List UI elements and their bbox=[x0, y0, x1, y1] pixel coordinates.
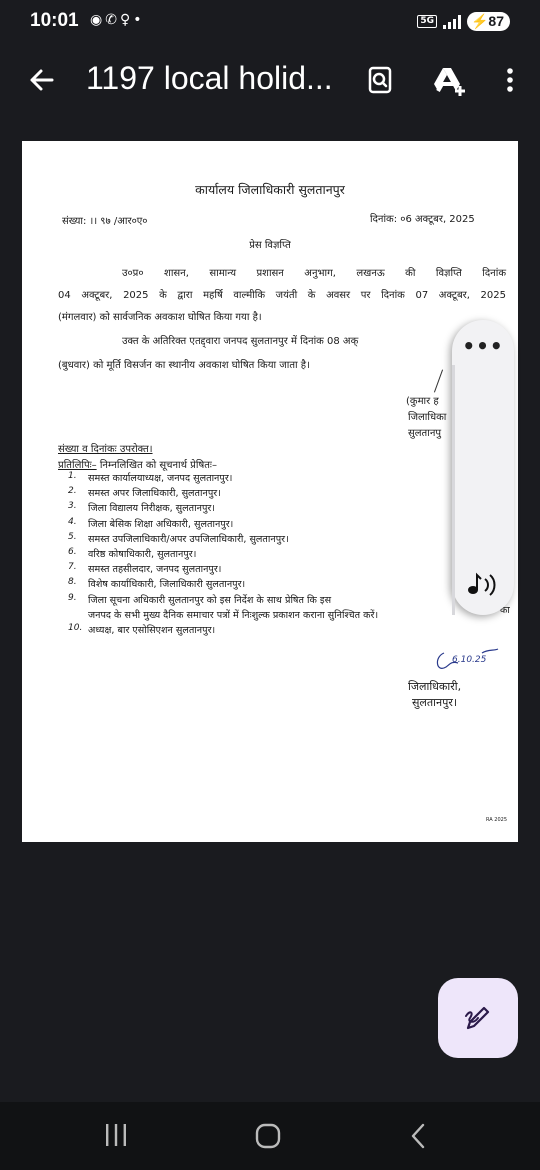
copy-intro: निम्नलिखित को सूचनार्थ प्रेषितः– bbox=[96, 460, 217, 471]
list-item: 6. वरिष्ठ कोषाधिकारी, सुलतानपुर। bbox=[68, 546, 197, 560]
signature-date: 6.10.25 bbox=[452, 655, 487, 665]
para1-line1: उ०प्र० शासन, सामान्य प्रशासन अनुभाग, लखनऊ की विज्ञप्ति दिनांक bbox=[122, 268, 506, 279]
copy9-tail: का bbox=[500, 605, 510, 616]
list-item: 5. समस्त उपजिलाधिकारी/अपर उपजिलाधिकारी, सुलतानपुर। bbox=[68, 531, 289, 545]
doc-reference-number: संख्या: ।। ९७ /आर०ए० bbox=[62, 216, 148, 227]
home-icon[interactable] bbox=[254, 1122, 282, 1150]
copy-to-line bbox=[58, 457, 217, 471]
top-signer-title: जिलाधिका bbox=[408, 412, 447, 423]
signature-mark bbox=[432, 647, 502, 681]
list-item: 7. समस्त तहसीलदार, जनपद सुलतानपुर। bbox=[68, 562, 222, 576]
doc-office-header: कार्यालय जिलाधिकारी सुलतानपुर bbox=[195, 182, 345, 197]
top-signer-name: (कुमार ह bbox=[406, 396, 439, 407]
doc-subject: प्रेस विज्ञप्ति bbox=[249, 240, 291, 251]
list-item: 9. जिला सूचना अधिकारी सुलतानपुर को इस निर्देश के साथ प्रेषित कि इस bbox=[68, 592, 332, 606]
doc-footer-code: RA 2025 bbox=[486, 817, 508, 823]
recents-icon[interactable] bbox=[104, 1122, 128, 1148]
list-item: जनपद के सभी मुख्य दैनिक समाचार पत्रों में निःशुल्क प्रकाशन कराना सुनिश्चित करें। bbox=[88, 609, 379, 621]
ref-line: संख्या व दिनांकः उपरोक्त। bbox=[58, 444, 153, 455]
signer-title: जिलाधिकारी, bbox=[408, 680, 462, 693]
edit-annotate-icon bbox=[462, 1002, 494, 1034]
battery-level: 87 bbox=[488, 13, 504, 29]
document-page[interactable] bbox=[22, 141, 518, 842]
para1-line3: (मंगलवार) को सार्वजनिक अवकाश घोषित किया गया है। bbox=[58, 312, 262, 323]
doc-date: दिनांक: ०6 अक्टूबर, 2025 bbox=[370, 214, 475, 225]
dot-icon: • bbox=[133, 12, 145, 28]
status-bar bbox=[0, 0, 540, 44]
reader-edge-shadow bbox=[452, 365, 460, 615]
para1-line2: 04 अक्टूबर, 2025 के द्वारा महर्षि वाल्मीकि जयंती के अवसर पर दिनांक 07 अक्टूबर, 2025 bbox=[58, 290, 506, 301]
list-item: 1. समस्त कार्यालयाध्यक्ष, जनपद सुलतानपुर। bbox=[68, 471, 233, 484]
para2-line2: (बुधवार) को मूर्ति विसर्जन का स्थानीय अवकाश घोषित किया जाता है। bbox=[58, 360, 310, 371]
list-item: 4. जिला बेसिक शिक्षा अधिकारी, सुलतानपुर। bbox=[68, 516, 234, 530]
annotate-fab[interactable] bbox=[438, 978, 518, 1058]
sign-stroke bbox=[434, 370, 443, 393]
notification-icons bbox=[90, 12, 144, 28]
status-time: 10:01 bbox=[30, 10, 79, 31]
para2-line1: उक्त के अतिरिक्त एतद्द्वारा जनपद सुलतानपुर में दिनांक 08 अक् bbox=[122, 336, 359, 347]
battery-badge: ⚡87 bbox=[467, 12, 510, 31]
read-aloud-panel[interactable] bbox=[452, 320, 514, 615]
top-signer-place: सुलतानपु bbox=[408, 428, 442, 439]
search-doc-icon[interactable] bbox=[362, 62, 398, 98]
signal-icon bbox=[443, 15, 461, 29]
trophy-icon: ♀ bbox=[119, 12, 134, 28]
signer-place: सुलतानपुर। bbox=[412, 696, 458, 709]
list-item: 2. समस्त अपर जिलाधिकारी, सुलतानपुर। bbox=[68, 486, 221, 500]
read-aloud-icon[interactable] bbox=[464, 570, 498, 598]
network-type: 5G bbox=[417, 15, 437, 28]
document-title: 1197 local holid... bbox=[86, 60, 333, 96]
list-item: 3. जिला विद्यालय निरीक्षक, सुलतानपुर। bbox=[68, 501, 215, 515]
list-item: 8. विशेष कार्याधिकारी, जिलाधिकारी सुलतानपुर। bbox=[68, 577, 246, 591]
back-arrow-icon[interactable] bbox=[24, 62, 60, 98]
copy-label: प्रतिलिपिः– bbox=[58, 460, 97, 471]
copy-list bbox=[58, 471, 378, 638]
list-item: 10. अध्यक्ष, बार एसोसिएशन सुलतानपुर। bbox=[68, 622, 216, 636]
back-nav-icon[interactable] bbox=[408, 1122, 428, 1150]
more-vert-icon[interactable] bbox=[492, 62, 528, 98]
whatsapp-icon: ✆ bbox=[105, 12, 120, 28]
system-nav-bar bbox=[0, 1102, 540, 1170]
reader-more-icon[interactable]: ••• bbox=[462, 334, 504, 358]
drive-add-icon[interactable] bbox=[430, 62, 466, 98]
app-bar bbox=[0, 50, 540, 110]
camera-icon: ◉ bbox=[90, 12, 106, 28]
